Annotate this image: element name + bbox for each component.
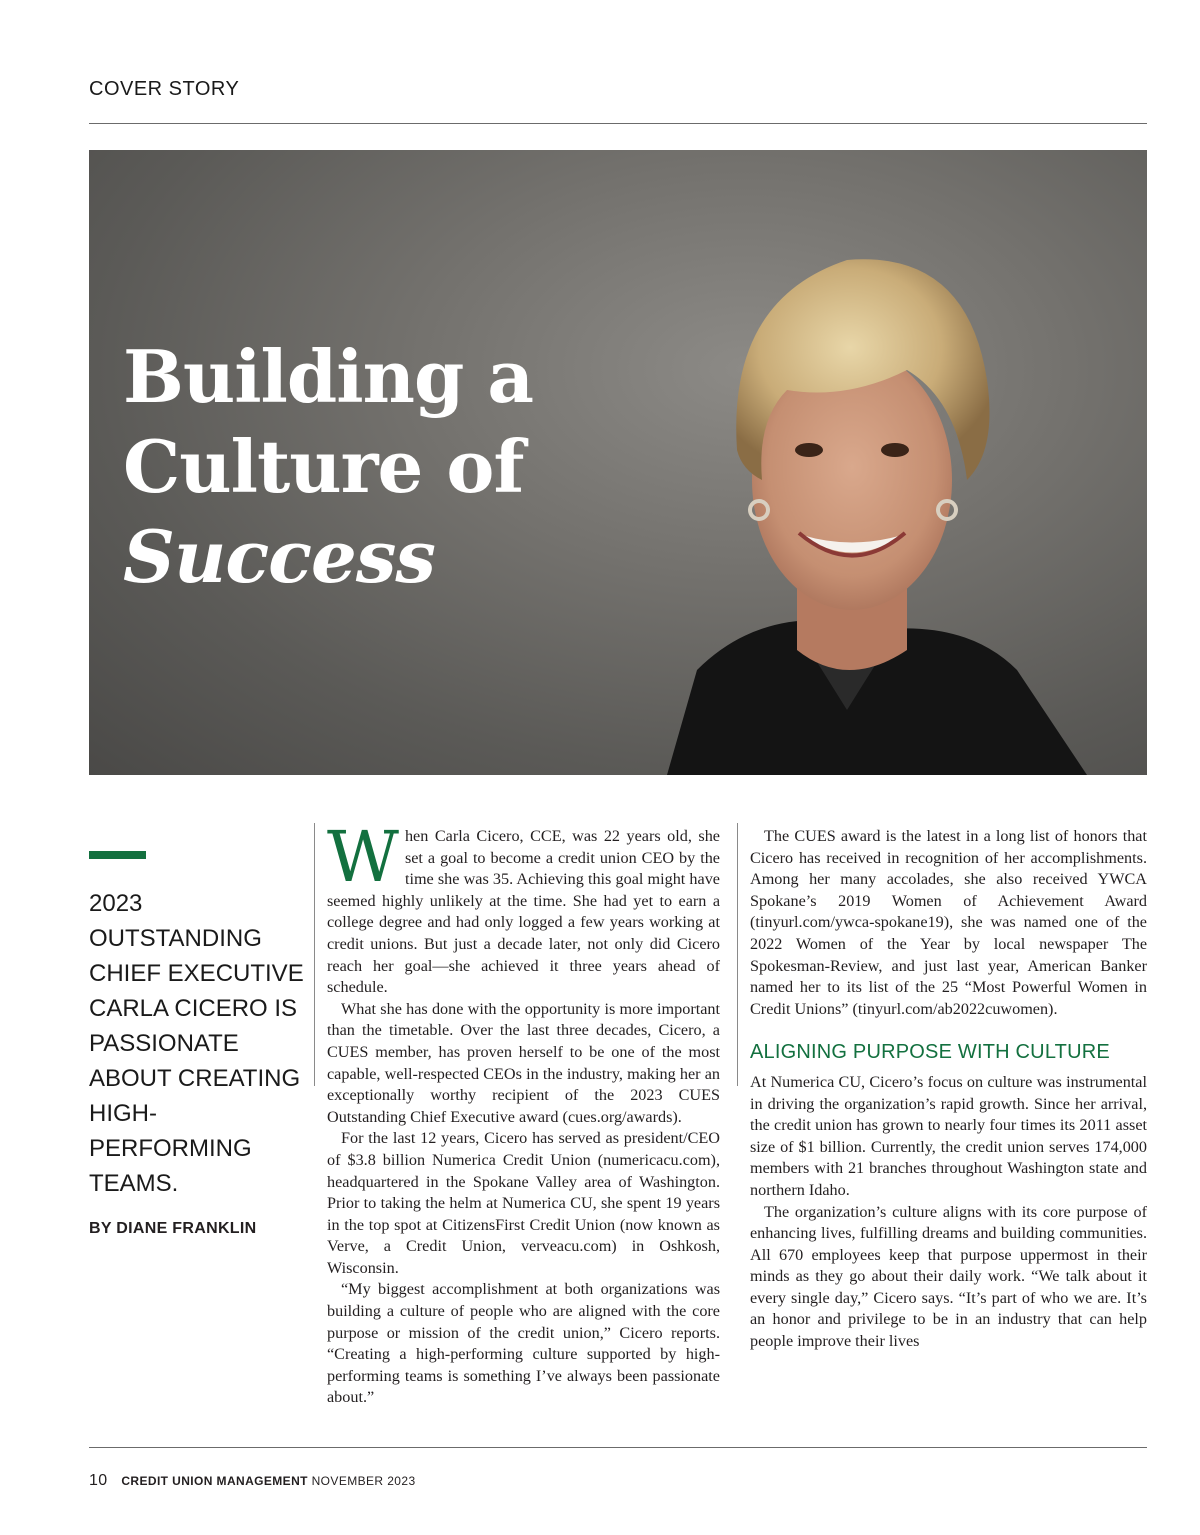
byline: BY DIANE FRANKLIN (89, 1220, 257, 1237)
article-paragraph: The CUES award is the latest in a long list of honors that Cicero has received in recognition of her accomplishments. Among her many accolades, she also received YWCA Spokane’s 2019 Women of Achievement Award (tinyurl.com/ywca-spokane19), she was named one of the 2022 Women of the Year by local newspaper The Spokesman-Review, and just last year, American Banker named her to its list of the 25 “Most Powerful Women in Credit Unions” (tinyurl.com/ab2022cuwomen). (750, 827, 1147, 1018)
article-paragraph: What she has done with the opportunity is more important than the timetable. Over the last three decades, Cicero, a CUES member, has proven herself to be one of the most capable, well-respected CEOs in the industry, making her an exceptionally worthy recipient of the 2023 CUES Outstanding Chief Executive award (cues.org/awards). (327, 999, 720, 1126)
headline-line-2: Culture of (123, 424, 524, 509)
headline-line-1: Building a (123, 334, 534, 419)
hero-photo (89, 150, 1147, 775)
headline-line-3: Success (123, 514, 435, 599)
subheading: ALIGNING PURPOSE WITH CULTURE (750, 1041, 1110, 1064)
column-divider-2 (737, 823, 738, 1086)
column-divider-1 (314, 823, 315, 1086)
portrait-image (547, 150, 1147, 775)
article-column-2 (750, 826, 1147, 1353)
section-label: COVER STORY (89, 78, 240, 100)
issue-date: NOVEMBER 2023 (311, 1474, 416, 1488)
footer-rule (89, 1447, 1147, 1448)
accent-bar (89, 851, 146, 859)
headline (123, 332, 533, 602)
header-rule (89, 123, 1147, 124)
page-number: 10 (89, 1472, 108, 1489)
article-paragraph: The organization’s culture aligns with its core purpose of enhancing lives, fulfilling dreams and building communities. All 670 employees keep that purpose uppermost in their minds as they go about their daily work. “We talk about it every single day,” Cicero says. “It’s part of who we are. It’s an honor and privilege to be in an industry that can help people improve their lives (750, 1202, 1147, 1351)
magazine-name: CREDIT UNION MANAGEMENT (121, 1474, 308, 1488)
article-paragraph (327, 816, 720, 999)
drop-cap: W (327, 816, 399, 898)
article-column-1 (327, 816, 720, 1409)
deck-text: 2023 OUTSTANDING CHIEF EXECUTIVE CARLA CICERO IS PASSIONATE ABOUT CREATING HIGH-PERFORMING TEAMS. (89, 890, 304, 1197)
article-paragraph: “My biggest accomplishment at both organizations was building a culture of people who are aligned with the core purpose or mission of the credit union,” Cicero reports. “Creating a high-performing culture supported by high-performing teams is something I’ve always been passionate about.” (327, 1280, 720, 1407)
article-paragraph: For the last 12 years, Cicero has served as president/CEO of $3.8 billion Numerica Credit Union (numericacu.com), headquartered in the Spokane Valley area of Washington. Prior to taking the helm at Numerica CU, she spent 19 years in the top spot at CitizensFirst Credit Union (now known as Verve, a Credit Union, verveacu.com) in Oshkosh, Wisconsin. (327, 1129, 720, 1277)
footer (89, 1472, 416, 1490)
article-paragraph: At Numerica CU, Cicero’s focus on culture was instrumental in driving the organization’s rapid growth. Since her arrival, the credit union has grown to nearly four times its 2011 asset size of $1 billion. Currently, the credit union serves 174,000 members with 21 branches throughout Washington state and northern Idaho. (750, 1072, 1147, 1199)
paragraph-text: hen Carla Cicero, CCE, was 22 years old, she set a goal to become a credit union CEO by the time she was 35. Achieving this goal might have seemed highly unlikely at the time. She had yet to earn a college degree and had only logged a few years working at credit unions. But just a decade later, not only did Cicero reach her goal—she achieved it three years ahead of schedule. (327, 827, 720, 997)
